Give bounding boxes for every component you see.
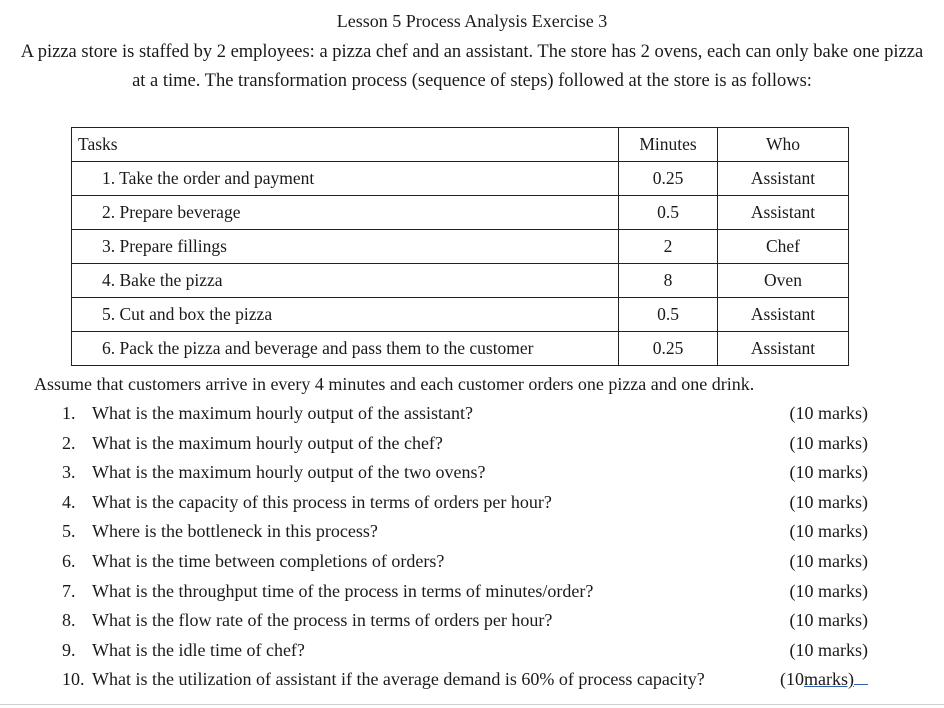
questions-list	[62, 400, 868, 696]
question-number: 4.	[62, 491, 76, 512]
question-marks: (10 marks)	[789, 639, 868, 660]
table-row	[72, 298, 849, 332]
tasks-table	[71, 127, 849, 366]
question-text: What is the maximum hourly output of the chef?	[92, 432, 443, 453]
question-marks: (10 marks)	[789, 521, 868, 542]
who-cell: Assistant	[718, 298, 849, 332]
question-number: 7.	[62, 580, 76, 601]
question-item	[62, 430, 868, 460]
task-cell: 6. Pack the pizza and beverage and pass them to the customer	[72, 332, 619, 366]
header-tasks: Tasks	[72, 128, 619, 162]
who-cell: Oven	[718, 264, 849, 298]
task-cell: 4. Bake the pizza	[72, 264, 619, 298]
table-row	[72, 162, 849, 196]
question-text: What is the utilization of assistant if the average demand is 60% of process capacity?	[92, 669, 705, 690]
who-cell: Chef	[718, 230, 849, 264]
marks-underlined: marks)	[804, 669, 854, 690]
question-marks: (10 marks)	[789, 432, 868, 453]
header-who: Who	[718, 128, 849, 162]
question-item	[62, 400, 868, 430]
minutes-cell: 0.5	[619, 298, 718, 332]
question-marks: (10 marks)	[789, 403, 868, 423]
table-row	[72, 230, 849, 264]
question-number: 1.	[62, 403, 76, 423]
who-cell: Assistant	[718, 332, 849, 366]
question-item	[62, 548, 868, 578]
question-marks	[780, 666, 868, 692]
header-minutes: Minutes	[619, 128, 718, 162]
minutes-cell: 0.5	[619, 196, 718, 230]
task-cell: 3. Prepare fillings	[72, 230, 619, 264]
question-number: 6.	[62, 550, 76, 571]
who-cell: Assistant	[718, 162, 849, 196]
question-marks: (10 marks)	[789, 462, 868, 483]
document-title: Lesson 5 Process Analysis Exercise 3	[336, 11, 608, 31]
question-number: 5.	[62, 521, 76, 542]
underline-tail	[854, 668, 868, 685]
question-text: What is the time between completions of orders?	[92, 550, 445, 571]
question-number: 2.	[62, 432, 76, 453]
table-header-row	[72, 128, 849, 162]
question-item	[62, 607, 868, 637]
question-number: 3.	[62, 462, 76, 483]
question-number: 8.	[62, 610, 76, 631]
minutes-cell: 0.25	[619, 162, 718, 196]
question-text: What is the maximum hourly output of the two ovens?	[92, 462, 486, 483]
marks-prefix: (10	[780, 669, 805, 690]
table-row	[72, 196, 849, 230]
question-text: What is the throughput time of the process in terms of minutes/order?	[92, 580, 594, 601]
table-row	[72, 264, 849, 298]
minutes-cell: 2	[619, 230, 718, 264]
question-number: 9.	[62, 639, 76, 660]
question-marks: (10 marks)	[789, 610, 868, 631]
question-item	[62, 518, 868, 548]
table-row	[72, 332, 849, 366]
task-cell: 2. Prepare beverage	[72, 196, 619, 230]
question-item	[62, 459, 868, 489]
minutes-cell: 8	[619, 264, 718, 298]
task-cell: 5. Cut and box the pizza	[72, 298, 619, 332]
minutes-cell: 0.25	[619, 332, 718, 366]
question-text: What is the maximum hourly output of the assistant?	[92, 403, 473, 423]
question-item	[62, 637, 868, 667]
question-number: 10.	[62, 669, 85, 690]
question-text: What is the flow rate of the process in terms of orders per hour?	[92, 610, 553, 631]
question-item	[62, 666, 868, 696]
question-text: Where is the bottleneck in this process?	[92, 521, 378, 542]
question-text: What is the idle time of chef?	[92, 639, 305, 660]
question-item	[62, 489, 868, 519]
question-item	[62, 578, 868, 608]
page-bottom-divider	[0, 704, 944, 705]
question-text: What is the capacity of this process in terms of orders per hour?	[92, 491, 552, 512]
who-cell: Assistant	[718, 196, 849, 230]
task-cell: 1. Take the order and payment	[72, 162, 619, 196]
assumption-text: Assume that customers arrive in every 4 minutes and each customer orders one pizza and one drink.	[34, 374, 755, 394]
question-marks: (10 marks)	[789, 580, 868, 601]
question-marks: (10 marks)	[789, 491, 868, 512]
question-marks: (10 marks)	[789, 550, 868, 571]
intro-paragraph: A pizza store is staffed by 2 employees: a pizza chef and an assistant. The store has 2 ovens, each can only bake one pizza at a time. The transformation process (sequence of steps) followed at the store is as follows:	[20, 42, 924, 91]
